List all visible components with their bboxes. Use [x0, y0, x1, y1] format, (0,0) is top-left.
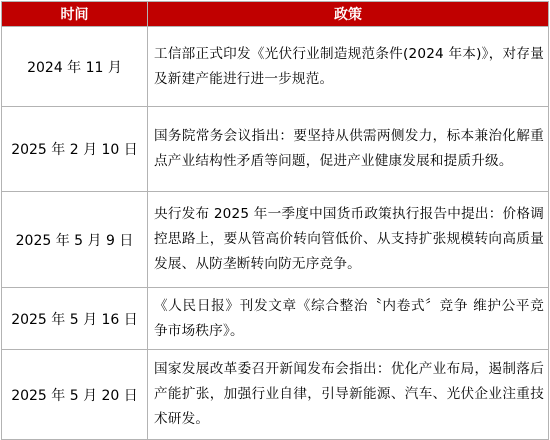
table-header-row: [2, 2, 549, 27]
row-date: 2025 年 5 月 9 日: [2, 192, 148, 288]
row-policy: 国家发展改革委召开新闻发布会指出：优化产业布局，遏制落后产能扩张，加强行业自律，引导新能源、汽车、光伏企业注重技术研发。: [148, 350, 549, 440]
row-date: 2025 年 5 月 16 日: [2, 288, 148, 350]
policy-table: [1, 1, 549, 440]
row-policy: 工信部正式印发《光伏行业制造规范条件(2024 年本)》，对存量及新建产能进行进一步规范。: [148, 27, 549, 107]
table-row: [2, 27, 549, 107]
table-row: [2, 107, 549, 192]
row-policy: 国务院常务会议指出：要坚持从供需两侧发力，标本兼治化解重点产业结构性矛盾等问题，促进产业健康发展和提质升级。: [148, 107, 549, 192]
row-date: 2025 年 2 月 10 日: [2, 107, 148, 192]
table-row: [2, 192, 549, 288]
row-date: 2024 年 11 月: [2, 27, 148, 107]
table-row: [2, 350, 549, 440]
row-date: 2025 年 5 月 20 日: [2, 350, 148, 440]
row-policy: 央行发布 2025 年一季度中国货币政策执行报告中提出：价格调控思路上，要从管高价转向管低价、从支持扩张规模转向高质量发展、从防垄断转向防无序竞争。: [148, 192, 549, 288]
header-policy: 政策: [148, 2, 549, 27]
table-row: [2, 288, 549, 350]
row-policy: 《人民日报》刊发文章《综合整治〝内卷式〞竞争 维护公平竞争市场秩序》。: [148, 288, 549, 350]
header-time: 时间: [2, 2, 148, 27]
